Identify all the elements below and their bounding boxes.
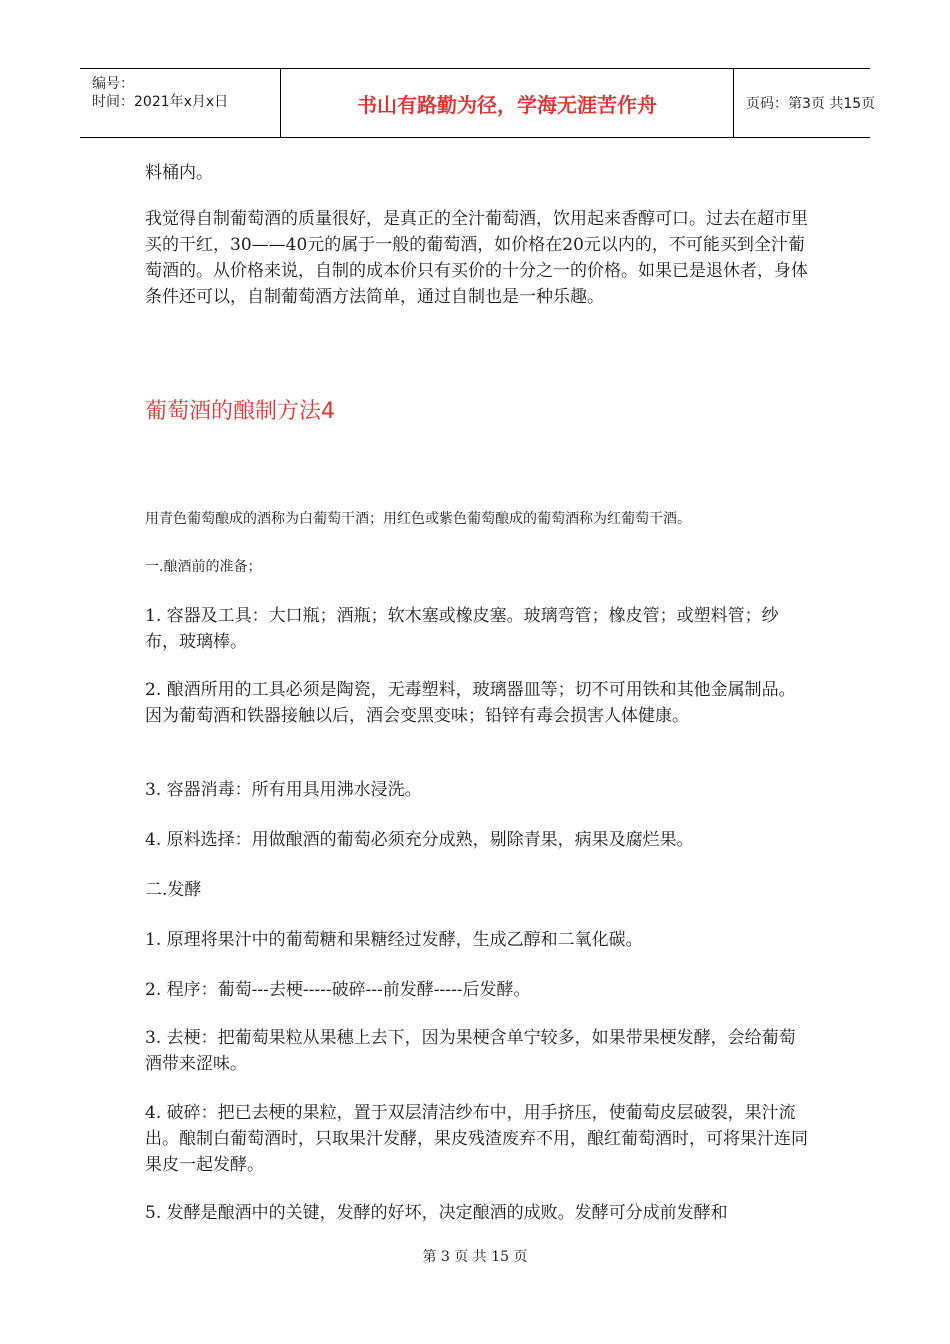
paragraph-opinion: 我觉得自制葡萄酒的质量很好，是真正的全汁葡萄酒，饮用起来香醇可口。过去在超市里买的干红，30——40元的属于一般的葡萄酒，如价格在20元以内的，不可能买到全汁葡萄酒的。从价格来说，自制的成本价只有买价的十分之一的价格。如果已是退休者，身体条件还可以，自制葡萄酒方法简单，通过自制也是一种乐趣。	[145, 209, 808, 307]
prep-item-2: 2. 酿酒所用的工具必须是陶瓷，无毒塑料，玻璃器皿等；切不可用铁和其他金属制品。因为葡萄酒和铁器接触以后，酒会变黑变味；铅锌有毒会损害人体健康。	[145, 680, 796, 726]
date-label: 时间：2021年x月x日	[92, 94, 229, 110]
section-title: 葡萄酒的酿制方法4	[145, 399, 335, 424]
ferm-item-4: 4. 破碎：把已去梗的果粒，置于双层清洁纱布中，用手挤压，使葡萄皮层破裂，果汁流出。酿制白葡萄酒时，只取果汁发酵，果皮残渣废弃不用，酿红葡萄酒时，可将果汁连同果皮一起发酵。	[145, 1103, 808, 1175]
ferm-title: 二.发酵	[145, 880, 202, 900]
header-page-info: 页码：第3页 共15页	[746, 96, 876, 112]
number-label: 编号：	[92, 76, 134, 92]
intro-text: 用青色葡萄酿成的酒称为白葡萄干酒；用红色或紫色葡萄酿成的葡萄酒称为红葡萄干酒。	[145, 511, 691, 527]
header-meta-cell	[80, 69, 281, 137]
ferm-item-3: 3. 去梗：把葡萄果粒从果穗上去下，因为果梗含单宁较多，如果带果梗发酵，会给葡萄酒带来涩味。	[145, 1028, 796, 1074]
ferm-item-2: 2. 程序：葡萄---去梗-----破碎---前发酵-----后发酵。	[145, 980, 531, 1000]
ferm-item-1: 1. 原理将果汁中的葡萄糖和果糖经过发酵，生成乙醇和二氧化碳。	[145, 930, 643, 950]
paragraph-continuation: 料桶内。	[145, 163, 213, 183]
prep-item-3: 3. 容器消毒：所有用具用沸水浸洗。	[145, 780, 422, 800]
prep-item-4: 4. 原料选择：用做酿酒的葡萄必须充分成熟，剔除青果，病果及腐烂果。	[145, 830, 694, 850]
prep-title: 一.酿酒前的准备；	[145, 559, 262, 575]
ferm-item-5: 5. 发酵是酿酒中的关键，发酵的好坏，决定酿酒的成败。发酵可分成前发酵和	[145, 1203, 728, 1223]
prep-item-1: 1. 容器及工具：大口瓶；酒瓶；软木塞或橡皮塞。玻璃弯管；橡皮管；或塑料管；纱布，玻璃棒。	[145, 606, 779, 652]
page-header	[80, 68, 876, 138]
header-motto: 书山有路勤为径，学海无涯苦作舟	[281, 69, 734, 137]
page-footer: 第 3 页 共 15 页	[422, 1249, 528, 1265]
